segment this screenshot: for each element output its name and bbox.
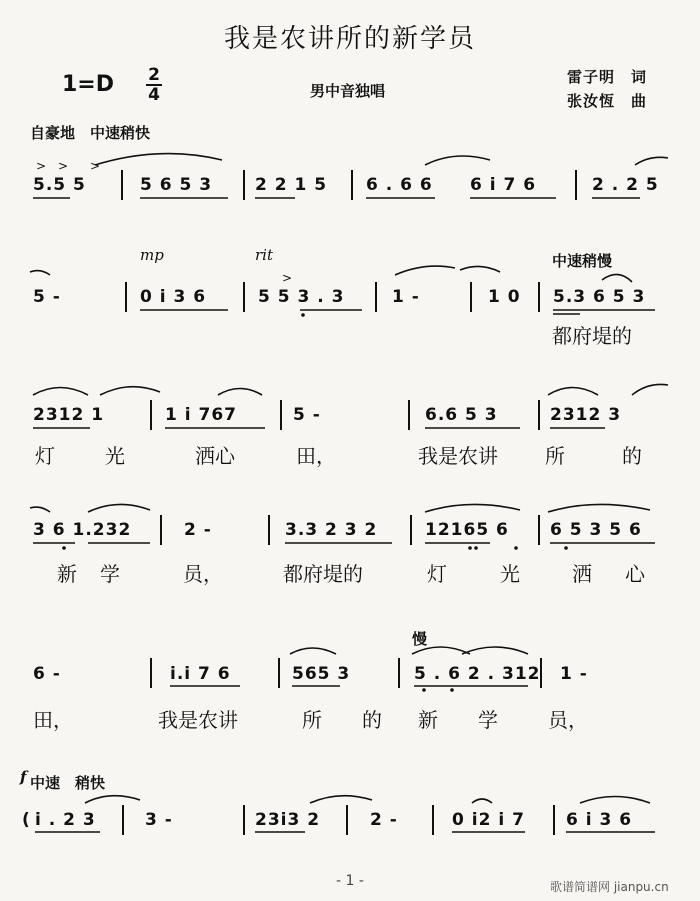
dynamic-mp: mp xyxy=(140,246,164,264)
slur xyxy=(33,388,88,396)
accent: > xyxy=(36,159,47,173)
performance-type: 男中音独唱 xyxy=(310,82,386,100)
tempo-marking-slow: 慢 xyxy=(412,630,428,648)
octave-dot xyxy=(468,546,472,550)
slur xyxy=(30,507,50,512)
measure-notes: 565 3 xyxy=(292,664,351,684)
slur xyxy=(425,156,490,165)
measure-notes: 5 - xyxy=(293,405,321,425)
lyric: 新 xyxy=(57,562,77,586)
slur xyxy=(218,389,262,396)
measure-notes: 5.5 5 xyxy=(33,175,86,195)
slur xyxy=(310,796,372,803)
lyric: 新 xyxy=(418,708,438,732)
key-signature: 1=D xyxy=(62,72,115,97)
page-number: - 1 - xyxy=(336,873,364,889)
slur xyxy=(635,157,668,165)
measure-notes: 6 i 7 6 xyxy=(470,175,537,195)
tempo-marking-final: 中速 稍快 xyxy=(30,774,106,792)
tempo-marking-opening: 自豪地 中速稍快 xyxy=(30,124,151,142)
measure-notes: 6 . 6 6 xyxy=(366,175,433,195)
measure-notes: 6 - xyxy=(33,664,61,684)
measure-notes: 12165 6 xyxy=(425,520,509,540)
slur xyxy=(580,797,650,804)
slur xyxy=(425,504,520,512)
measure-notes: 1 - xyxy=(560,664,588,684)
meter-denominator: 4 xyxy=(146,84,162,104)
lyric: 所 xyxy=(302,708,322,732)
lyric: 学 xyxy=(478,708,498,732)
measure-notes: 3.3 2 3 2 xyxy=(285,520,378,540)
measure-notes: 2 . 2 5 xyxy=(592,175,659,195)
dynamic-forte: f xyxy=(20,768,27,786)
lyric: 的 xyxy=(622,444,642,468)
measure-notes: 5 5 3 . 3 xyxy=(258,287,345,307)
slur xyxy=(412,647,470,654)
tempo-marking-slower: 中速稍慢 xyxy=(552,252,613,270)
slur xyxy=(100,387,160,395)
lyric: 都府堤的 xyxy=(283,562,363,586)
slur xyxy=(462,647,528,654)
measure-notes: 2312 1 xyxy=(33,405,105,425)
measure-notes: 1 i 767 xyxy=(165,405,237,425)
lyric: 光 xyxy=(500,562,520,586)
lyric: 都府堤的 xyxy=(552,324,632,348)
open-paren: ( xyxy=(22,810,31,830)
slur xyxy=(472,799,492,803)
accent: > xyxy=(58,159,69,173)
slur xyxy=(548,388,598,396)
watermark: 歌谱简谱网 jianpu.cn xyxy=(550,880,669,894)
slur xyxy=(460,266,500,272)
lyric: 灯 xyxy=(427,562,447,586)
octave-dot xyxy=(564,546,568,550)
measure-notes: 5 . 6 2 . 312 xyxy=(414,664,541,684)
measure-notes: 2312 3 xyxy=(550,405,622,425)
slur xyxy=(602,274,632,282)
octave-dot xyxy=(422,688,426,692)
measure-notes: 1 - xyxy=(392,287,420,307)
measure-notes: 5 - xyxy=(33,287,61,307)
lyric: 洒 xyxy=(572,562,592,586)
measure-notes: 2 - xyxy=(370,810,398,830)
lyric: 的 xyxy=(362,708,382,732)
octave-dot xyxy=(301,313,305,317)
slur xyxy=(632,384,668,395)
lyric: 洒心 xyxy=(195,444,235,468)
measure-notes: 2 - xyxy=(184,520,212,540)
lyric: 员， xyxy=(183,562,223,586)
measure-notes: i.i 7 6 xyxy=(170,664,231,684)
lyric: 我是农讲 xyxy=(158,708,238,732)
octave-dot xyxy=(514,546,518,550)
lyric: 所 xyxy=(545,444,565,468)
slur xyxy=(548,504,650,512)
accent: > xyxy=(90,159,101,173)
lyric: 田， xyxy=(33,708,73,732)
lyric: 田， xyxy=(296,444,336,468)
accent: > xyxy=(282,271,293,285)
measure-notes: 3 6 1.232 xyxy=(33,520,132,540)
measure-notes: 23i3 2 xyxy=(255,810,321,830)
slur xyxy=(95,154,222,165)
slur xyxy=(88,504,150,512)
lyric: 学 xyxy=(100,562,120,586)
octave-dot xyxy=(450,688,454,692)
slur xyxy=(290,648,336,654)
octave-dot xyxy=(474,546,478,550)
slur xyxy=(85,796,140,803)
dynamic-rit: rit xyxy=(255,246,273,264)
octave-dot xyxy=(62,546,66,550)
slur xyxy=(30,271,50,275)
lyric: 心 xyxy=(625,562,645,586)
lyric: 我是农讲 xyxy=(418,444,498,468)
lyric: 灯 xyxy=(35,444,55,468)
measure-notes: 6 i 3 6 xyxy=(566,810,633,830)
lyric: 员， xyxy=(548,708,588,732)
measure-notes: 6 5 3 5 6 xyxy=(550,520,642,540)
lyricist-credit: 雷子明 词 xyxy=(567,68,648,86)
slur xyxy=(395,266,455,275)
measure-notes: 5 6 5 3 xyxy=(140,175,213,195)
measure-notes: 1 0 xyxy=(488,287,521,307)
measure-notes: 6.6 5 3 xyxy=(425,405,498,425)
measure-notes: 0 i2 i 7 xyxy=(452,810,525,830)
meter-numerator: 2 xyxy=(148,65,160,85)
measure-notes: 2 2 1 5 xyxy=(255,175,328,195)
measure-notes: 3 - xyxy=(145,810,173,830)
measure-notes: 5.3 6 5 3 xyxy=(553,287,646,307)
page-title: 我是农讲所的新学员 xyxy=(223,24,476,54)
composer-credit: 张汝恆 曲 xyxy=(567,92,648,110)
lyric: 光 xyxy=(105,444,125,468)
measure-notes: i . 2 3 xyxy=(35,810,96,830)
measure-notes: 0 i 3 6 xyxy=(140,287,207,307)
